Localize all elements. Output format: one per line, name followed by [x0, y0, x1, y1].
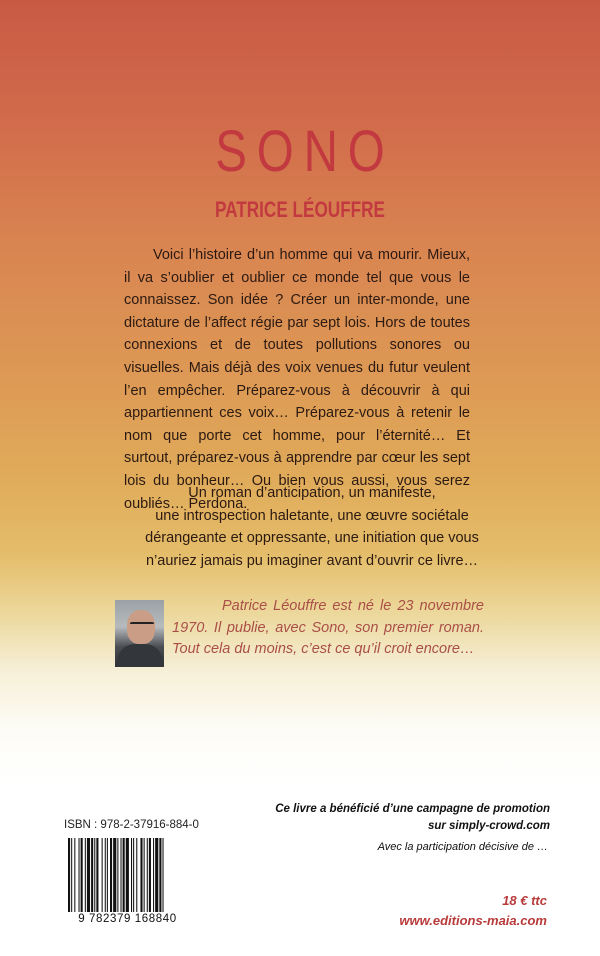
barcode-bar: [110, 838, 112, 912]
barcode-bar: [94, 838, 95, 912]
book-title: SONO: [215, 119, 395, 184]
isbn-label: ISBN : 978-2-37916-884-0: [64, 819, 199, 831]
tagline-line: dérangeante et oppressante, une initiation que vous: [145, 530, 479, 546]
barcode-bar: [117, 838, 118, 912]
barcode: [64, 838, 191, 918]
barcode-bar: [149, 838, 151, 912]
barcode-bar: [79, 838, 80, 912]
promo-line: sur simply-crowd.com: [427, 820, 550, 832]
barcode-bar: [136, 838, 137, 912]
promo-text: [250, 801, 550, 835]
book-author: PATRICE LÉOUFFRE: [214, 197, 386, 222]
participation-text: Avec la participation décisive de …: [377, 841, 548, 853]
author-photo-glasses: [130, 622, 154, 627]
barcode-bar: [123, 838, 125, 912]
barcode-bar: [107, 838, 108, 912]
author-photo-head: [127, 610, 155, 644]
author-photo: [115, 600, 164, 667]
barcode-digits: 9 782379 168840: [78, 913, 177, 925]
barcode-bar: [133, 838, 134, 912]
barcode-bar: [113, 838, 116, 912]
barcode-bar: [159, 838, 161, 912]
synopsis-text: Voici l’histoire d’un homme qui va mourir. Mieux, il va s’oublier et oublier ce monde tel que vous le connaissez. Son idée ? Créer un inter-monde, une dictature de l’affect régie par sept lois. Hors de toutes connexions et de toutes pollutions sonores ou visuelles. Mais déjà des voix venues du futur veulent l’en empêcher. Préparez-vous à découvrir à qui appartiennent ces voix… Préparez-vous à retenir le nom que porte cet homme, pour l’éternité… Et surtout, préparez-vous à apprendre par cœur les sept lois du bonheur… Ou bien vous aussi, vous serez oubliés… Perdona.: [124, 247, 470, 512]
barcode-bar: [74, 838, 75, 912]
barcode-bar: [163, 838, 164, 912]
barcode-bar: [121, 838, 122, 912]
barcode-bar: [140, 838, 142, 912]
barcode-bar: [91, 838, 93, 912]
author-photo-body: [117, 644, 163, 667]
barcode-bar: [85, 838, 86, 912]
barcode-bar: [155, 838, 158, 912]
barcode-bars: [64, 838, 191, 914]
barcode-bar: [96, 838, 98, 912]
barcode-bar: [87, 838, 90, 912]
barcode-bar: [126, 838, 129, 912]
barcode-bar: [147, 838, 148, 912]
promo-line: Ce livre a bénéficié d’une campagne de promotion: [275, 803, 550, 815]
publisher-website: www.editions-maia.com: [399, 913, 547, 928]
barcode-bar: [131, 838, 132, 912]
price: 18 € ttc: [502, 893, 547, 908]
tagline: [122, 482, 502, 572]
barcode-bar: [102, 838, 103, 912]
barcode-bar: [68, 838, 70, 912]
tagline-line: n’auriez jamais pu imaginer avant d’ouvrir ce livre…: [145, 552, 479, 569]
tagline-line: Un roman d’anticipation, un manifeste,: [188, 485, 436, 501]
barcode-bar: [153, 838, 154, 912]
author-bio: Patrice Léouffre est né le 23 novembre 1970. Il publie, avec Sono, son premier roman. Tout cela du moins, c’est ce qu’il croit encore…: [172, 598, 484, 657]
barcode-bar: [71, 838, 72, 912]
barcode-bar: [81, 838, 83, 912]
barcode-bar: [144, 838, 145, 912]
barcode-bar: [105, 838, 106, 912]
tagline-line: une introspection haletante, une œuvre sociétale: [155, 507, 469, 524]
